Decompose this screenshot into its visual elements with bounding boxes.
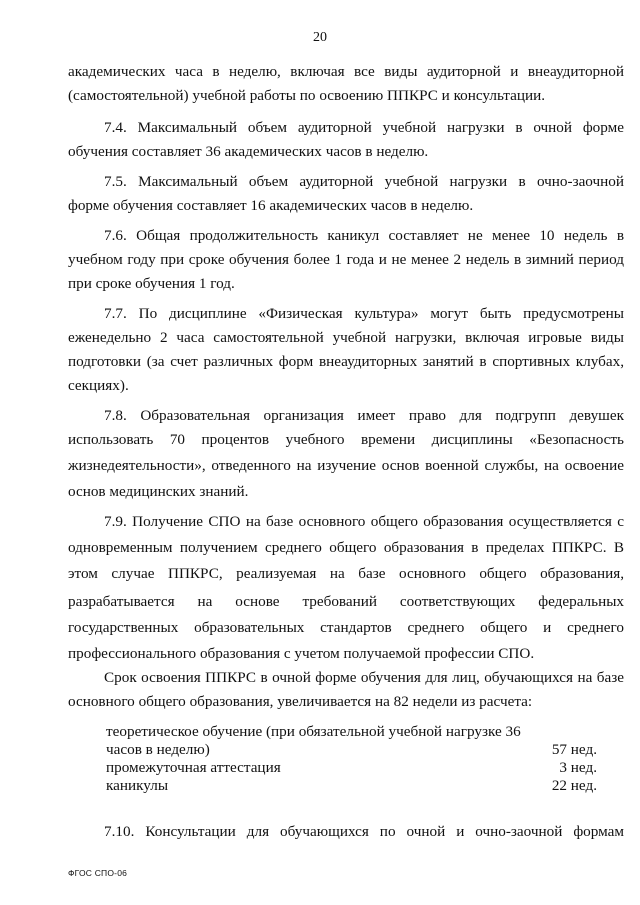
text-line: профессионального образования с учетом получаемой профессии СПО. bbox=[68, 645, 535, 662]
breakdown-value: 3 нед. bbox=[559, 759, 597, 776]
text-line: форме обучения составляет 16 академических часов в неделю. bbox=[68, 197, 474, 214]
text-line: основ медицинских знаний. bbox=[68, 483, 249, 500]
text-line: 7.5. Максимальный объем аудиторной учебной нагрузки в очно-заочной bbox=[104, 173, 624, 190]
breakdown-value: 22 нед. bbox=[551, 777, 597, 794]
text-line: 7.6. Общая продолжительность каникул составляет не менее 10 недель в bbox=[104, 227, 624, 244]
text-line: 7.4. Максимальный объем аудиторной учебной нагрузки в очной форме bbox=[104, 119, 624, 136]
text-line: секциях). bbox=[68, 377, 129, 394]
text-line: 7.10. Консультации для обучающихся по очной и очно-заочной формам bbox=[104, 823, 624, 840]
text-line: (самостоятельной) учебной работы по освоению ППКРС и консультации. bbox=[68, 87, 546, 104]
page-number: 20 bbox=[313, 30, 327, 45]
text-line: учебном году при сроке обучения более 1 года и не менее 2 недель в зимний период bbox=[68, 251, 624, 268]
text-line: 7.8. Образовательная организация имеет право для подгрупп девушек bbox=[104, 407, 624, 424]
breakdown-label: каникулы bbox=[106, 777, 169, 794]
text-line: этом случае ППКРС, реализуемая на базе основного общего образования, bbox=[68, 565, 624, 582]
text-line: еженедельно 2 часа самостоятельной учебной нагрузки, включая игровые виды bbox=[68, 329, 624, 346]
text-line: одновременным получением среднего общего образования в пределах ППКРС. В bbox=[68, 539, 624, 556]
text-line: жизнедеятельности», отведенного на изучение основ военной службы, на освоение bbox=[68, 457, 624, 474]
text-line: 7.9. Получение СПО на базе основного общего образования осуществляется с bbox=[104, 513, 624, 530]
breakdown-label: теоретическое обучение (при обязательной учебной нагрузке 36 bbox=[106, 723, 521, 740]
text-line: обучения составляет 36 академических часов в неделю. bbox=[68, 143, 429, 160]
text-line: академических часа в неделю, включая все виды аудиторной и внеаудиторной bbox=[68, 63, 624, 80]
text-line: 7.7. По дисциплине «Физическая культура» могут быть предусмотрены bbox=[104, 305, 624, 322]
breakdown-value: 57 нед. bbox=[551, 741, 597, 758]
breakdown-label: часов в неделю) bbox=[106, 741, 210, 758]
text-line: основного общего образования, увеличивается на 82 недели из расчета: bbox=[68, 693, 533, 710]
text-line: Срок освоения ППКРС в очной форме обучения для лиц, обучающихся на базе bbox=[104, 669, 624, 686]
footer-label: ФГОС СПО-06 bbox=[68, 868, 128, 878]
breakdown-label: промежуточная аттестация bbox=[106, 759, 281, 776]
text-line: использовать 70 процентов учебного времени дисциплины «Безопасность bbox=[68, 431, 624, 448]
text-line: государственных образовательных стандартов среднего общего и среднего bbox=[68, 619, 624, 636]
text-line: подготовки (за счет различных форм внеаудиторных занятий в спортивных клубах, bbox=[68, 353, 624, 370]
text-line: при сроке обучения 1 год. bbox=[68, 275, 235, 292]
text-line: разрабатывается на основе требований соответствующих федеральных bbox=[68, 593, 624, 610]
